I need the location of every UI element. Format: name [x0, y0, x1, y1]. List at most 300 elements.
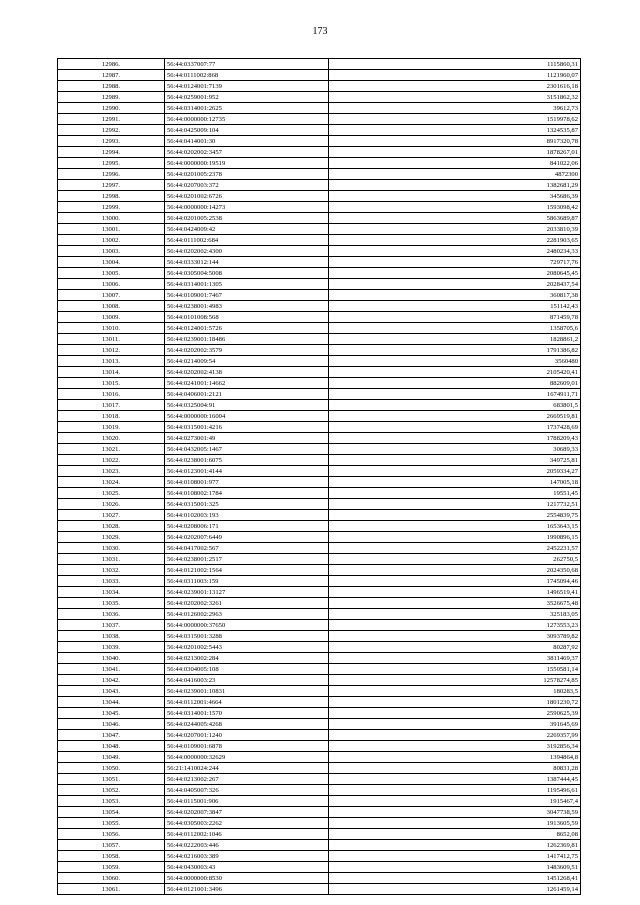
table-row — [58, 609, 581, 620]
row-number-cell: 13020. — [58, 433, 165, 444]
table-row — [58, 642, 581, 653]
cadastral-value-cell: 2281903,65 — [329, 235, 581, 246]
row-number-cell: 13001. — [58, 224, 165, 235]
row-number-cell: 13057. — [58, 840, 165, 851]
table-row — [58, 818, 581, 829]
cadastral-number-cell: 56:44:0238001:2517 — [165, 554, 329, 565]
row-number-cell: 13047. — [58, 730, 165, 741]
row-number-cell: 13048. — [58, 741, 165, 752]
table-row — [58, 444, 581, 455]
table-row — [58, 686, 581, 697]
row-number-cell: 13008. — [58, 301, 165, 312]
cadastral-value-cell: 349725,81 — [329, 455, 581, 466]
cadastral-value-cell: 391645,69 — [329, 719, 581, 730]
cadastral-number-cell: 56:44:0202002:3579 — [165, 345, 329, 356]
cadastral-number-cell: 56:44:0239001:10831 — [165, 686, 329, 697]
row-number-cell: 13034. — [58, 587, 165, 598]
cadastral-value-cell: 1828861,2 — [329, 334, 581, 345]
cadastral-value-cell: 2059334,27 — [329, 466, 581, 477]
table-row — [58, 301, 581, 312]
cadastral-value-cell: 80831,28 — [329, 763, 581, 774]
table-row — [58, 268, 581, 279]
cadastral-value-cell: 3151862,32 — [329, 92, 581, 103]
row-number-cell: 13017. — [58, 400, 165, 411]
table-row — [58, 576, 581, 587]
row-number-cell: 13005. — [58, 268, 165, 279]
cadastral-value-cell: 1262369,81 — [329, 840, 581, 851]
row-number-cell: 13054. — [58, 807, 165, 818]
row-number-cell: 13012. — [58, 345, 165, 356]
cadastral-number-cell: 56:44:0207001:1240 — [165, 730, 329, 741]
cadastral-value-cell: 1878267,01 — [329, 147, 581, 158]
table-row — [58, 796, 581, 807]
row-number-cell: 13040. — [58, 653, 165, 664]
row-number-cell: 12997. — [58, 180, 165, 191]
table-row — [58, 147, 581, 158]
cadastral-value-cell: 2105420,41 — [329, 367, 581, 378]
row-number-cell: 13000. — [58, 213, 165, 224]
cadastral-number-cell: 56:44:0000000:16004 — [165, 411, 329, 422]
cadastral-value-cell: 1791386,82 — [329, 345, 581, 356]
table-row — [58, 477, 581, 488]
cadastral-number-cell: 56:44:0112002:1046 — [165, 829, 329, 840]
row-number-cell: 13009. — [58, 312, 165, 323]
table-row — [58, 202, 581, 213]
cadastral-value-table — [57, 58, 581, 895]
table-row — [58, 180, 581, 191]
cadastral-number-cell: 56:44:0109001:7467 — [165, 290, 329, 301]
cadastral-number-cell: 56:44:0304005:108 — [165, 664, 329, 675]
cadastral-value-cell: 2028437,54 — [329, 279, 581, 290]
table-row — [58, 862, 581, 873]
cadastral-value-cell: 1913605,59 — [329, 818, 581, 829]
row-number-cell: 13041. — [58, 664, 165, 675]
table-row — [58, 191, 581, 202]
cadastral-value-cell: 30689,33 — [329, 444, 581, 455]
cadastral-value-cell: 180283,5 — [329, 686, 581, 697]
row-number-cell: 12989. — [58, 92, 165, 103]
row-number-cell: 13010. — [58, 323, 165, 334]
cadastral-value-cell: 147005,18 — [329, 477, 581, 488]
cadastral-number-cell: 56:44:0000000:32629 — [165, 752, 329, 763]
table-row — [58, 400, 581, 411]
cadastral-number-cell: 56:44:0273001:49 — [165, 433, 329, 444]
table-row — [58, 59, 581, 70]
cadastral-number-cell: 56:44:0244005:4268 — [165, 719, 329, 730]
cadastral-value-cell: 3811469,37 — [329, 653, 581, 664]
table-row — [58, 774, 581, 785]
cadastral-value-cell: 5863689,87 — [329, 213, 581, 224]
cadastral-number-cell: 56:44:0417002:567 — [165, 543, 329, 554]
row-number-cell: 12991. — [58, 114, 165, 125]
row-number-cell: 13035. — [58, 598, 165, 609]
cadastral-value-cell: 1115860,31 — [329, 59, 581, 70]
row-number-cell: 13043. — [58, 686, 165, 697]
cadastral-value-cell: 1417412,75 — [329, 851, 581, 862]
cadastral-value-cell: 3093789,82 — [329, 631, 581, 642]
cadastral-value-cell: 1324535,87 — [329, 125, 581, 136]
table-row — [58, 873, 581, 884]
table-row — [58, 433, 581, 444]
table-row — [58, 532, 581, 543]
row-number-cell: 13032. — [58, 565, 165, 576]
cadastral-number-cell: 56:21:1410024:244 — [165, 763, 329, 774]
cadastral-value-cell: 1273553,23 — [329, 620, 581, 631]
table-row — [58, 367, 581, 378]
row-number-cell: 13014. — [58, 367, 165, 378]
cadastral-value-cell: 345686,39 — [329, 191, 581, 202]
cadastral-value-cell: 2669519,81 — [329, 411, 581, 422]
table-row — [58, 312, 581, 323]
table-row — [58, 829, 581, 840]
table-row — [58, 92, 581, 103]
table-row — [58, 81, 581, 92]
cadastral-value-cell: 3192856,34 — [329, 741, 581, 752]
row-number-cell: 13060. — [58, 873, 165, 884]
table-body — [58, 59, 581, 895]
table-row — [58, 730, 581, 741]
cadastral-number-cell: 56:44:0305003:2262 — [165, 818, 329, 829]
row-number-cell: 12998. — [58, 191, 165, 202]
row-number-cell: 13004. — [58, 257, 165, 268]
cadastral-number-cell: 56:44:0213002:267 — [165, 774, 329, 785]
cadastral-number-cell: 56:44:0416003:23 — [165, 675, 329, 686]
table-row — [58, 653, 581, 664]
cadastral-value-cell: 1195496,61 — [329, 785, 581, 796]
cadastral-number-cell: 56:44:0238001:6075 — [165, 455, 329, 466]
cadastral-number-cell: 56:44:0315001:325 — [165, 499, 329, 510]
cadastral-value-cell: 1496519,41 — [329, 587, 581, 598]
row-number-cell: 13024. — [58, 477, 165, 488]
cadastral-number-cell: 56:44:0406001:2121 — [165, 389, 329, 400]
cadastral-number-cell: 56:44:0201002:5443 — [165, 642, 329, 653]
row-number-cell: 13028. — [58, 521, 165, 532]
cadastral-number-cell: 56:44:0000000:14273 — [165, 202, 329, 213]
table-row — [58, 422, 581, 433]
table-row — [58, 598, 581, 609]
cadastral-value-cell: 882609,01 — [329, 378, 581, 389]
cadastral-number-cell: 56:44:0202002:3457 — [165, 147, 329, 158]
table-row — [58, 257, 581, 268]
cadastral-number-cell: 56:44:0239001:18486 — [165, 334, 329, 345]
cadastral-number-cell: 56:44:0305004:5008 — [165, 268, 329, 279]
cadastral-number-cell: 56:44:0315001:4216 — [165, 422, 329, 433]
table-row — [58, 158, 581, 169]
cadastral-value-cell: 2480234,33 — [329, 246, 581, 257]
page-number: 173 — [312, 26, 328, 37]
row-number-cell: 12995. — [58, 158, 165, 169]
cadastral-number-cell: 56:44:0405007:326 — [165, 785, 329, 796]
cadastral-value-cell: 1550581,14 — [329, 664, 581, 675]
table-row — [58, 587, 581, 598]
cadastral-number-cell: 56:44:0425009:104 — [165, 125, 329, 136]
cadastral-value-cell: 1593098,42 — [329, 202, 581, 213]
row-number-cell: 13061. — [58, 884, 165, 895]
cadastral-value-cell: 2452231,57 — [329, 543, 581, 554]
row-number-cell: 13015. — [58, 378, 165, 389]
table-row — [58, 620, 581, 631]
cadastral-number-cell: 56:44:0101008:568 — [165, 312, 329, 323]
table-row — [58, 136, 581, 147]
table-row — [58, 752, 581, 763]
row-number-cell: 13006. — [58, 279, 165, 290]
cadastral-value-cell: 1737428,69 — [329, 422, 581, 433]
cadastral-number-cell: 56:44:0123001:4144 — [165, 466, 329, 477]
cadastral-number-cell: 56:44:0315001:3288 — [165, 631, 329, 642]
cadastral-value-cell: 325183,05 — [329, 609, 581, 620]
cadastral-value-cell: 683801,5 — [329, 400, 581, 411]
row-number-cell: 13052. — [58, 785, 165, 796]
cadastral-number-cell: 56:44:0430003:43 — [165, 862, 329, 873]
table-row — [58, 521, 581, 532]
row-number-cell: 12999. — [58, 202, 165, 213]
table-row — [58, 840, 581, 851]
cadastral-value-cell: 871459,78 — [329, 312, 581, 323]
table-row — [58, 543, 581, 554]
cadastral-number-cell: 56:44:0000000:19519 — [165, 158, 329, 169]
cadastral-number-cell: 56:44:0314001:1305 — [165, 279, 329, 290]
row-number-cell: 13031. — [58, 554, 165, 565]
table-row — [58, 455, 581, 466]
table-row — [58, 103, 581, 114]
cadastral-number-cell: 56:44:0111002:868 — [165, 70, 329, 81]
cadastral-value-cell: 2033810,39 — [329, 224, 581, 235]
cadastral-value-cell: 1394864,8 — [329, 752, 581, 763]
cadastral-value-cell: 1358705,6 — [329, 323, 581, 334]
table-row — [58, 389, 581, 400]
row-number-cell: 13026. — [58, 499, 165, 510]
cadastral-number-cell: 56:44:0121001:3496 — [165, 884, 329, 895]
cadastral-number-cell: 56:44:0000000:8530 — [165, 873, 329, 884]
row-number-cell: 13029. — [58, 532, 165, 543]
table-row — [58, 785, 581, 796]
row-number-cell: 13051. — [58, 774, 165, 785]
row-number-cell: 13018. — [58, 411, 165, 422]
row-number-cell: 13036. — [58, 609, 165, 620]
row-number-cell: 13027. — [58, 510, 165, 521]
table-row — [58, 708, 581, 719]
table-row — [58, 235, 581, 246]
row-number-cell: 12988. — [58, 81, 165, 92]
cadastral-number-cell: 56:44:0213002:284 — [165, 653, 329, 664]
row-number-cell: 13011. — [58, 334, 165, 345]
table-row — [58, 884, 581, 895]
row-number-cell: 13038. — [58, 631, 165, 642]
cadastral-number-cell: 56:44:0202002:4300 — [165, 246, 329, 257]
cadastral-value-cell: 1261459,14 — [329, 884, 581, 895]
row-number-cell: 13003. — [58, 246, 165, 257]
cadastral-number-cell: 56:44:0201005:2378 — [165, 169, 329, 180]
row-number-cell: 13021. — [58, 444, 165, 455]
cadastral-number-cell: 56:44:0311003:159 — [165, 576, 329, 587]
cadastral-number-cell: 56:44:0109001:6878 — [165, 741, 329, 752]
table-row — [58, 466, 581, 477]
cadastral-number-cell: 56:44:0115001:906 — [165, 796, 329, 807]
row-number-cell: 13058. — [58, 851, 165, 862]
row-number-cell: 13025. — [58, 488, 165, 499]
table-row — [58, 554, 581, 565]
cadastral-value-cell: 1121960,07 — [329, 70, 581, 81]
cadastral-number-cell: 56:44:0241001:14662 — [165, 378, 329, 389]
table-row — [58, 807, 581, 818]
cadastral-value-cell: 1519978,62 — [329, 114, 581, 125]
cadastral-value-cell: 2269357,99 — [329, 730, 581, 741]
cadastral-value-cell: 1990896,15 — [329, 532, 581, 543]
cadastral-number-cell: 56:44:0216003:389 — [165, 851, 329, 862]
row-number-cell: 12990. — [58, 103, 165, 114]
table-row — [58, 213, 581, 224]
cadastral-number-cell: 56:44:0102003:193 — [165, 510, 329, 521]
cadastral-value-cell: 2080645,45 — [329, 268, 581, 279]
cadastral-value-cell: 4872300 — [329, 169, 581, 180]
table-row — [58, 125, 581, 136]
row-number-cell: 13022. — [58, 455, 165, 466]
row-number-cell: 13030. — [58, 543, 165, 554]
table-row — [58, 664, 581, 675]
table-row — [58, 675, 581, 686]
cadastral-number-cell: 56:44:0111002:684 — [165, 235, 329, 246]
cadastral-number-cell: 56:44:0201005:2538 — [165, 213, 329, 224]
cadastral-number-cell: 56:44:0333012:144 — [165, 257, 329, 268]
table-row — [58, 224, 581, 235]
row-number-cell: 13002. — [58, 235, 165, 246]
cadastral-value-cell: 1451268,41 — [329, 873, 581, 884]
table-row — [58, 499, 581, 510]
table-row — [58, 851, 581, 862]
cadastral-number-cell: 56:44:0108001:977 — [165, 477, 329, 488]
cadastral-value-cell: 1788209,43 — [329, 433, 581, 444]
cadastral-number-cell: 56:44:0202002:4138 — [165, 367, 329, 378]
cadastral-value-cell: 1674911,71 — [329, 389, 581, 400]
cadastral-value-cell: 729717,76 — [329, 257, 581, 268]
cadastral-value-cell: 1387444,45 — [329, 774, 581, 785]
cadastral-value-cell: 2301616,18 — [329, 81, 581, 92]
row-number-cell: 12993. — [58, 136, 165, 147]
row-number-cell: 13023. — [58, 466, 165, 477]
cadastral-number-cell: 56:44:0259001:952 — [165, 92, 329, 103]
cadastral-value-cell: 3526675,48 — [329, 598, 581, 609]
cadastral-value-cell: 1483609,51 — [329, 862, 581, 873]
cadastral-value-cell: 841022,06 — [329, 158, 581, 169]
cadastral-number-cell: 56:44:0337007:77 — [165, 59, 329, 70]
cadastral-value-cell: 1915467,4 — [329, 796, 581, 807]
table-row — [58, 565, 581, 576]
table-row — [58, 70, 581, 81]
cadastral-number-cell: 56:44:0214009:54 — [165, 356, 329, 367]
table-row — [58, 114, 581, 125]
row-number-cell: 13056. — [58, 829, 165, 840]
table-row — [58, 411, 581, 422]
row-number-cell: 13007. — [58, 290, 165, 301]
row-number-cell: 13050. — [58, 763, 165, 774]
cadastral-value-cell: 1801230,72 — [329, 697, 581, 708]
row-number-cell: 13013. — [58, 356, 165, 367]
cadastral-number-cell: 56:44:0121002:1564 — [165, 565, 329, 576]
row-number-cell: 13053. — [58, 796, 165, 807]
cadastral-value-cell: 1653643,15 — [329, 521, 581, 532]
cadastral-number-cell: 56:44:0202007:6449 — [165, 532, 329, 543]
cadastral-value-cell: 1217732,51 — [329, 499, 581, 510]
row-number-cell: 12987. — [58, 70, 165, 81]
cadastral-value-cell: 2554839,75 — [329, 510, 581, 521]
cadastral-number-cell: 56:44:0238001:4983 — [165, 301, 329, 312]
cadastral-value-cell: 2590625,39 — [329, 708, 581, 719]
row-number-cell: 13059. — [58, 862, 165, 873]
table-row — [58, 345, 581, 356]
cadastral-value-cell: 262750,5 — [329, 554, 581, 565]
table-row — [58, 334, 581, 345]
row-number-cell: 13037. — [58, 620, 165, 631]
cadastral-value-cell: 39612,73 — [329, 103, 581, 114]
table-row — [58, 356, 581, 367]
cadastral-number-cell: 56:44:0124001:7139 — [165, 81, 329, 92]
cadastral-number-cell: 56:44:0314001:1570 — [165, 708, 329, 719]
table-row — [58, 169, 581, 180]
cadastral-number-cell: 56:44:0432005:1467 — [165, 444, 329, 455]
cadastral-number-cell: 56:44:0325004:91 — [165, 400, 329, 411]
cadastral-value-cell: 3047738,59 — [329, 807, 581, 818]
table-row — [58, 378, 581, 389]
table-row — [58, 763, 581, 774]
cadastral-value-cell: 151142,43 — [329, 301, 581, 312]
row-number-cell: 12992. — [58, 125, 165, 136]
cadastral-value-cell: 3560480 — [329, 356, 581, 367]
cadastral-number-cell: 56:44:0208006:171 — [165, 521, 329, 532]
row-number-cell: 13049. — [58, 752, 165, 763]
row-number-cell: 13055. — [58, 818, 165, 829]
row-number-cell: 13033. — [58, 576, 165, 587]
table-row — [58, 510, 581, 521]
cadastral-number-cell: 56:44:0414001:30 — [165, 136, 329, 147]
cadastral-number-cell: 56:44:0202002:3261 — [165, 598, 329, 609]
cadastral-number-cell: 56:44:0202007:3847 — [165, 807, 329, 818]
cadastral-number-cell: 56:44:0207003:372 — [165, 180, 329, 191]
cadastral-number-cell: 56:44:0424009:42 — [165, 224, 329, 235]
cadastral-number-cell: 56:44:0222003:446 — [165, 840, 329, 851]
cadastral-number-cell: 56:44:0201002:6726 — [165, 191, 329, 202]
cadastral-value-cell: 12578274,85 — [329, 675, 581, 686]
table-row — [58, 279, 581, 290]
row-number-cell: 12996. — [58, 169, 165, 180]
cadastral-value-cell: 19551,45 — [329, 488, 581, 499]
cadastral-number-cell: 56:44:0124001:5726 — [165, 323, 329, 334]
table-row — [58, 697, 581, 708]
row-number-cell: 13039. — [58, 642, 165, 653]
cadastral-value-cell: 8917320,78 — [329, 136, 581, 147]
cadastral-number-cell: 56:44:0108002:1784 — [165, 488, 329, 499]
row-number-cell: 12994. — [58, 147, 165, 158]
cadastral-value-cell: 80287,92 — [329, 642, 581, 653]
cadastral-value-cell: 1382681,29 — [329, 180, 581, 191]
table-row — [58, 631, 581, 642]
cadastral-number-cell: 56:44:0000000:37650 — [165, 620, 329, 631]
cadastral-number-cell: 56:44:0239001:13127 — [165, 587, 329, 598]
row-number-cell: 13019. — [58, 422, 165, 433]
cadastral-number-cell: 56:44:0000000:12735 — [165, 114, 329, 125]
table-row — [58, 741, 581, 752]
row-number-cell: 12986. — [58, 59, 165, 70]
table-row — [58, 290, 581, 301]
table-row — [58, 246, 581, 257]
cadastral-number-cell: 56:44:0112001:4664 — [165, 697, 329, 708]
cadastral-value-cell: 1745094,46 — [329, 576, 581, 587]
row-number-cell: 13016. — [58, 389, 165, 400]
table-row — [58, 488, 581, 499]
table-row — [58, 323, 581, 334]
row-number-cell: 13044. — [58, 697, 165, 708]
cadastral-value-cell: 360817,38 — [329, 290, 581, 301]
cadastral-number-cell: 56:44:0126002:2963 — [165, 609, 329, 620]
